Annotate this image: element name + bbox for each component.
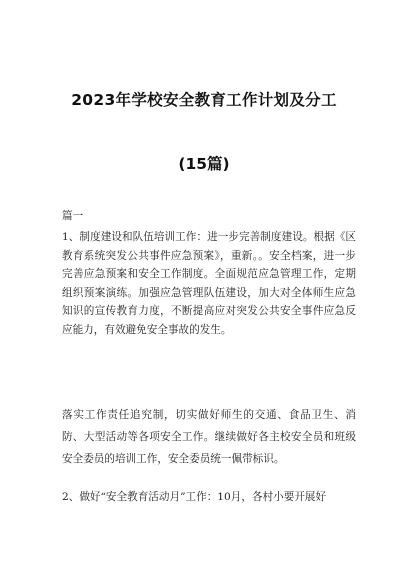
section-heading: 篇一 [62, 210, 84, 222]
paragraph-1: 1、制度建设和队伍培训工作：进一步完善制度建设。根据《区教育系统突发公共事件应急预案》，重新。。安全档案，进一步完善应急预案和安全工作制度。全面规范应急管理工作，定期组织预案演练。加强应急管理队伍建设，加大对全体师生应急知识的宣传教育力度，不断提高应对突发公共安全事件应急反应能力，有效避免安全事故的发生。 [62, 231, 356, 336]
document-subtitle: (15篇) [178, 155, 230, 173]
document-title: 2023年学校安全教育工作计划及分工 [71, 91, 337, 109]
paragraph-3: 2、做好“安全教育活动月”工作：10月，各村小要开展好 [62, 491, 327, 503]
paragraph-2: 落实工作责任追究制，切实做好师生的交通、食品卫生、消防、大型活动等各项安全工作。继续做好各主校安全员和班级安全委员的培训工作，安全委员统一佩带标识。 [62, 409, 356, 465]
